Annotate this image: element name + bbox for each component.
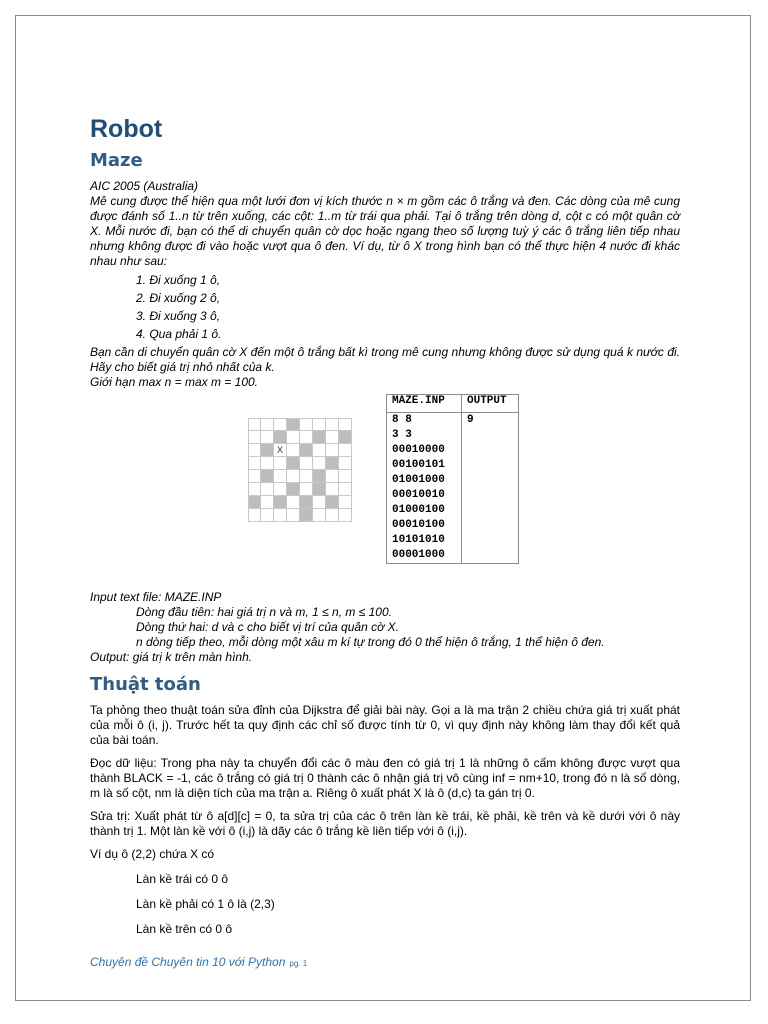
maze-cell-white <box>274 470 287 483</box>
input-file-heading: Input text file: MAZE.INP <box>90 590 222 604</box>
maze-row <box>248 496 352 509</box>
input-line: 00010100 <box>392 519 445 531</box>
maze-row <box>248 509 352 522</box>
problem-intro: Mê cung được thể hiện qua một lưới đơn vị kích thước n × m gồm các ô trắng và đen. Các dòng của mê cung được đánh số 1..n từ trên xuống, các cột: 1..m từ trái qua phải. Tại ô trắng trên dòng d, cột c có một quân cờ X. Mỗi nước đi, bạn có thể di chuyển quân cờ dọc hoặc ngang theo số lượng tuỳ ý các ô trắng liên tiếp nhau nhưng không được đi vào hoặc vượt qua ô đen. Ví dụ, từ ô X trong hình bạn có thể thực hiện 4 nước đi khác nhau như sau: <box>90 194 680 268</box>
move-item: 1. Đi xuống 1 ô, <box>136 273 221 287</box>
maze-cell-black <box>339 431 352 444</box>
maze-cell-white <box>261 418 274 431</box>
section-heading-algorithm: Thuật toán <box>90 674 201 695</box>
maze-cell-white <box>287 431 300 444</box>
input-line: 00100101 <box>392 459 445 471</box>
maze-cell-black <box>300 509 313 522</box>
input-line: 01000100 <box>392 504 445 516</box>
page-title: Robot <box>90 115 163 143</box>
maze-cell-white <box>261 431 274 444</box>
maze-cell-white <box>248 418 261 431</box>
move-item: 2. Đi xuống 2 ô, <box>136 291 221 305</box>
maze-cell-white <box>300 418 313 431</box>
maze-cell-white <box>326 444 339 457</box>
maze-cell-white <box>261 483 274 496</box>
maze-cell-black <box>326 457 339 470</box>
maze-cell-white <box>339 509 352 522</box>
maze-cell-white <box>339 418 352 431</box>
input-line-1: Dòng đầu tiên: hai giá trị n và m, 1 ≤ n, m ≤ 100. <box>136 605 392 619</box>
input-cell <box>387 413 462 564</box>
maze-cell-white <box>326 431 339 444</box>
maze-cell-white <box>326 509 339 522</box>
maze-cell-white <box>274 483 287 496</box>
algorithm-example: Ví dụ ô (2,2) chứa X có <box>90 847 215 861</box>
maze-cell-white <box>300 470 313 483</box>
maze-cell-white <box>274 509 287 522</box>
maze-cell-white <box>287 444 300 457</box>
maze-cell-black <box>261 470 274 483</box>
maze-cell-white <box>326 418 339 431</box>
input-line: 00010010 <box>392 489 445 501</box>
maze-cell-black <box>313 431 326 444</box>
document-body <box>90 113 680 937</box>
maze-cell-white <box>248 444 261 457</box>
maze-cell-white <box>248 509 261 522</box>
maze-cell-white <box>339 457 352 470</box>
maze-cell-white <box>261 457 274 470</box>
maze-cell-white <box>287 509 300 522</box>
lane-item: Làn kề trên có 0 ô <box>136 922 233 936</box>
maze-cell-white <box>300 457 313 470</box>
table-header-output: OUTPUT <box>462 395 519 413</box>
algorithm-paragraph-2: Đọc dữ liệu: Trong pha này ta chuyển đổi các ô màu đen có giá trị 1 là những ô cấm không được vượt qua thành BLACK = -1, các ô trắng có giá trị 0 thành các ô nhận giá trị vô cùng inf = nm+10, trong đó n là số dòng, m là số cột, nm là diện tích của ma trận a. Riêng ô xuất phát X là ô (d,c) ta gán trị 0. <box>90 756 680 800</box>
move-item: 4. Qua phải 1 ô. <box>136 327 222 341</box>
problem-limit: Giới hạn max n = max m = 100. <box>90 375 258 389</box>
maze-cell-black <box>287 483 300 496</box>
input-line: 3 3 <box>392 429 412 441</box>
output-cell: 9 <box>462 413 519 564</box>
maze-cell-white <box>339 496 352 509</box>
maze-cell-white <box>248 483 261 496</box>
maze-cell-white <box>261 509 274 522</box>
maze-cell-black <box>261 444 274 457</box>
lane-item: Làn kề phải có 1 ô là (2,3) <box>136 897 275 911</box>
maze-cell-white <box>300 483 313 496</box>
maze-cell-white <box>248 470 261 483</box>
example-figure <box>90 394 680 590</box>
move-list <box>90 271 680 343</box>
output-description: Output: giá trị k trên màn hình. <box>90 650 253 664</box>
section-heading-maze: Maze <box>90 150 143 171</box>
table-header-input: MAZE.INP <box>387 395 462 413</box>
maze-row <box>248 431 352 444</box>
algorithm-paragraph-3: Sửa trị: Xuất phát từ ô a[d][c] = 0, ta sửa trị của các ô trên làn kề trái, kề phải, kề trên và kề dưới với ô này thành trị 1. Một làn kề với ô (i,j) là dãy các ô trắng kề liên tiếp với ô (i,j). <box>90 809 680 838</box>
problem-source: AIC 2005 (Australia) <box>90 179 199 193</box>
maze-cell-white <box>248 431 261 444</box>
problem-task: Bạn cần di chuyển quân cờ X đến một ô trắng bất kì trong mê cung nhưng không được sử dụng quá k nước đi. Hãy cho biết giá trị nhỏ nhất của k. <box>90 345 680 374</box>
maze-cell-white <box>313 418 326 431</box>
maze-cell-white <box>339 470 352 483</box>
maze-row <box>248 444 352 457</box>
maze-cell-white <box>326 470 339 483</box>
maze-cell-black <box>313 470 326 483</box>
maze-cell-black <box>248 496 261 509</box>
maze-cell-white <box>313 457 326 470</box>
input-line-3: n dòng tiếp theo, mỗi dòng một xâu m kí tự trong đó 0 thể hiện ô trắng, 1 thể hiện ô đen. <box>136 635 605 649</box>
maze-cell-white <box>287 470 300 483</box>
maze-row <box>248 457 352 470</box>
input-line: 8 8 <box>392 414 412 426</box>
page-number: pg. 1 <box>289 959 308 968</box>
maze-cell-black <box>274 431 287 444</box>
maze-cell-white <box>339 444 352 457</box>
maze-cell-black <box>274 496 287 509</box>
maze-cell-white <box>339 483 352 496</box>
io-example-table <box>386 394 519 564</box>
maze-cell-black <box>313 483 326 496</box>
algorithm-paragraph-1: Ta phỏng theo thuật toán sửa đỉnh của Dijkstra để giải bài này. Gọi a là ma trận 2 chiều chứa giá trị xuất phát của mỗi ô (i, j). Trước hết ta quy định các chỉ số được tính từ 0, vì quy định này không làm thay đổi kết quả của bài toán. <box>90 703 680 747</box>
maze-cell-white <box>300 431 313 444</box>
maze-cell-white <box>313 444 326 457</box>
maze-cell-white <box>326 483 339 496</box>
maze-cell-black <box>287 457 300 470</box>
maze-cell-white <box>287 496 300 509</box>
maze-cell-black <box>300 496 313 509</box>
maze-cell-white <box>248 457 261 470</box>
maze-cell-black <box>326 496 339 509</box>
input-line: 01001000 <box>392 474 445 486</box>
maze-cell-start: X <box>274 444 287 457</box>
maze-cell-white <box>313 496 326 509</box>
page-footer <box>90 955 307 969</box>
maze-cell-black <box>300 444 313 457</box>
input-line: 00010000 <box>392 444 445 456</box>
maze-row <box>248 470 352 483</box>
footer-text: Chuyên đề Chuyên tin 10 với Python <box>90 955 286 969</box>
maze-grid <box>248 418 352 522</box>
input-line-2: Dòng thứ hai: d và c cho biết vị trí của quân cờ X. <box>136 620 399 634</box>
maze-cell-white <box>261 496 274 509</box>
maze-cell-white <box>274 418 287 431</box>
maze-cell-white <box>313 509 326 522</box>
input-line: 00001000 <box>392 549 445 561</box>
maze-cell-white <box>274 457 287 470</box>
input-line: 10101010 <box>392 534 445 546</box>
move-item: 3. Đi xuống 3 ô, <box>136 309 221 323</box>
maze-row <box>248 418 352 431</box>
maze-cell-black <box>287 418 300 431</box>
lane-item: Làn kề trái có 0 ô <box>136 872 229 886</box>
maze-row <box>248 483 352 496</box>
